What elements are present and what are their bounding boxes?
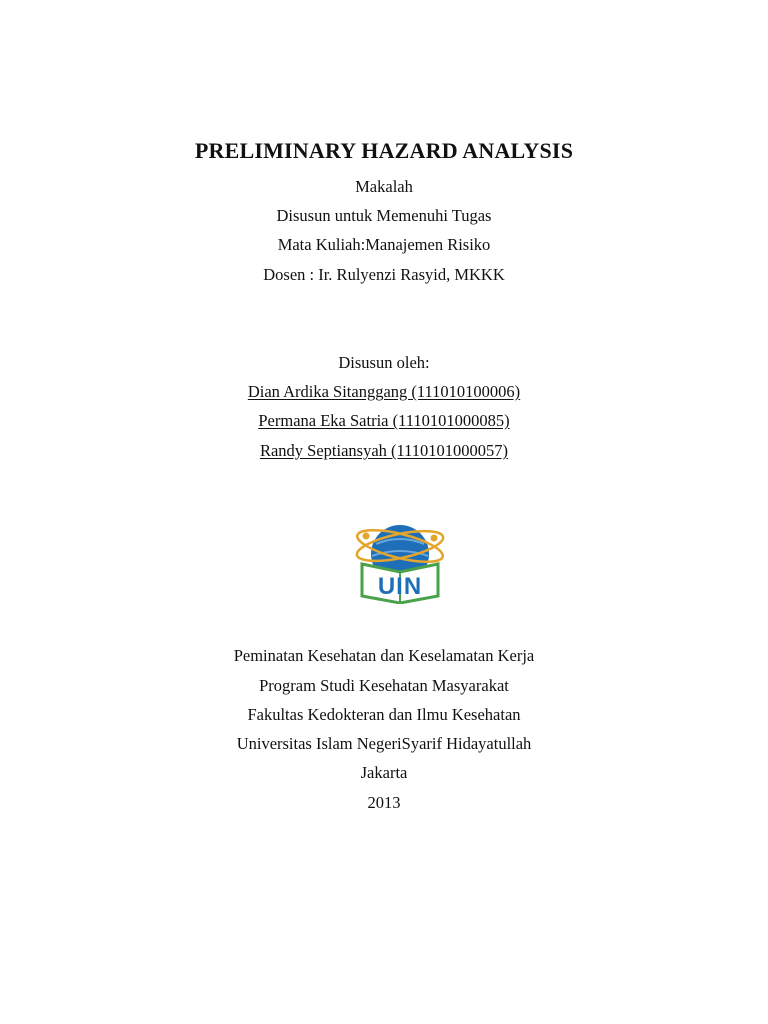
author-name: Dian Ardika Sitanggang (111010100006) xyxy=(247,382,521,401)
subtitle-makalah: Makalah xyxy=(355,177,413,196)
document-year: 2013 xyxy=(367,793,401,812)
document-title: PRELIMINARY HAZARD ANALYSIS xyxy=(194,138,574,163)
logo-text: UIN xyxy=(377,573,423,600)
institution-university: Universitas Islam NegeriSyarif Hidayatullah xyxy=(236,734,532,753)
author-line xyxy=(0,440,768,462)
uin-logo-icon xyxy=(352,516,448,604)
institution-faculty: Fakultas Kedokteran dan Ilmu Kesehatan xyxy=(247,705,521,724)
institution-program: Program Studi Kesehatan Masyarakat xyxy=(259,676,509,695)
institution-city: Jakarta xyxy=(360,763,408,782)
subtitle-lecturer: Dosen : Ir. Rulyenzi Rasyid, MKKK xyxy=(263,265,505,284)
authors-heading: Disusun oleh: xyxy=(338,353,430,372)
subtitle-course: Mata Kuliah:Manajemen Risiko xyxy=(277,235,491,254)
orbit-dot xyxy=(363,533,370,540)
subtitle-purpose: Disusun untuk Memenuhi Tugas xyxy=(276,206,492,225)
orbit-dot xyxy=(431,535,438,542)
uin-logo-graphic xyxy=(352,516,448,604)
author-name: Randy Septiansyah (1110101000057) xyxy=(259,441,509,460)
author-name: Permana Eka Satria (1110101000085) xyxy=(258,411,510,430)
author-line xyxy=(0,410,768,432)
author-line xyxy=(0,381,768,403)
institution-specialization: Peminatan Kesehatan dan Keselamatan Kerja xyxy=(233,646,535,665)
